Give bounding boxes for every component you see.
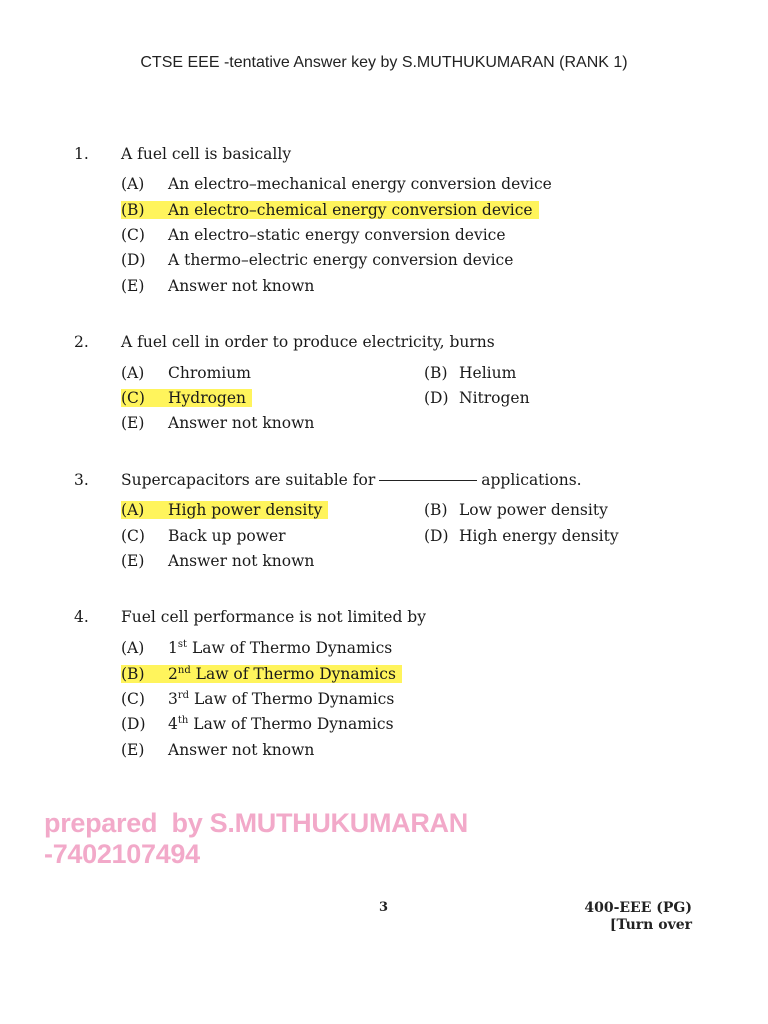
paper-code: 400-EEE (PG) — [584, 900, 692, 916]
question-number: 1. — [74, 145, 89, 163]
answer-highlight: (B) 2nd Law of Thermo Dynamics — [121, 665, 402, 683]
option-b: (B) Low power density — [424, 501, 608, 519]
option-b: (B) Helium — [424, 364, 517, 382]
question-number: 4. — [74, 608, 89, 626]
option-a: (A) 1st Law of Thermo Dynamics — [121, 639, 393, 657]
option-e: (E) Answer not known — [121, 277, 315, 295]
option-b-answer — [121, 664, 402, 684]
option-d: (D) 4th Law of Thermo Dynamics — [121, 715, 394, 733]
watermark-line-1: prepared by S.MUTHUKUMARAN — [44, 808, 468, 838]
option-c: (C) 3rd Law of Thermo Dynamics — [121, 690, 395, 708]
option-a: (A) An electro–mechanical energy conversion device — [121, 175, 552, 193]
option-b-answer — [121, 200, 539, 220]
fill-in-blank-line — [379, 480, 477, 481]
option-c: (C) An electro–static energy conversion device — [121, 226, 506, 244]
question-text: A fuel cell in order to produce electricity, burns — [121, 333, 495, 351]
question-text: Fuel cell performance is not limited by — [121, 608, 426, 626]
page-number: 3 — [379, 900, 389, 915]
page-header-title: CTSE EEE -tentative Answer key by S.MUTHUKUMARAN (RANK 1) — [140, 54, 628, 71]
answer-highlight: (C) Hydrogen — [121, 389, 252, 407]
question-number: 2. — [74, 333, 89, 351]
option-d: (D) A thermo–electric energy conversion device — [121, 251, 514, 269]
turn-over-note: [Turn over — [609, 917, 692, 933]
question-text: Supercapacitors are suitable for applications. — [121, 471, 582, 489]
option-e: (E) Answer not known — [121, 414, 315, 432]
option-e: (E) Answer not known — [121, 552, 315, 570]
option-c: (C) Back up power — [121, 527, 286, 545]
question-text: A fuel cell is basically — [121, 145, 292, 163]
option-d: (D) Nitrogen — [424, 389, 530, 407]
option-e: (E) Answer not known — [121, 741, 315, 759]
option-a-answer — [121, 500, 328, 520]
option-d: (D) High energy density — [424, 527, 619, 545]
answer-highlight: (B) An electro–chemical energy conversion device — [121, 201, 539, 219]
answer-highlight: (A) High power density — [121, 501, 328, 519]
watermark-line-2: -7402107494 — [44, 839, 200, 869]
option-c-answer — [121, 388, 252, 408]
question-number: 3. — [74, 471, 89, 489]
option-a: (A) Chromium — [121, 364, 251, 382]
